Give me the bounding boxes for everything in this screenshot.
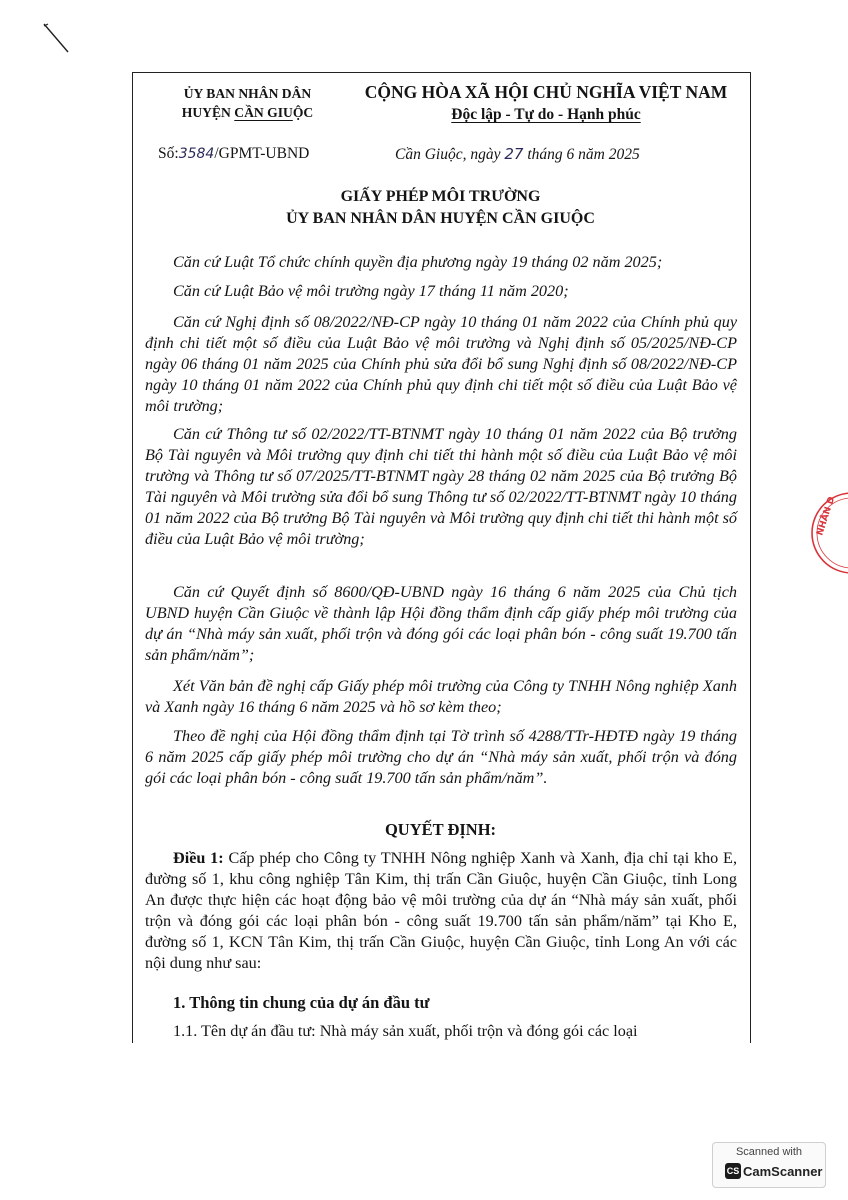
decision-heading: QUYẾT ĐỊNH: — [384, 820, 497, 839]
preamble-basis-1: Căn cứ Luật Tổ chức chính quyền địa phương ngày 19 tháng 02 năm 2025; — [173, 253, 663, 271]
camscanner-badge — [712, 1142, 826, 1188]
issuer-line-2 — [160, 103, 335, 122]
article-1 — [145, 848, 737, 974]
item-1-1: 1.1. Tên dự án đầu tư: Nhà máy sản xuất, phối trộn và đóng gói các loại — [173, 1022, 638, 1040]
national-title: CỘNG HÒA XÃ HỘI CHỦ NGHĨA VIỆT NAM — [364, 82, 728, 102]
document-subtitle: ỦY BAN NHÂN DÂN HUYỆN CẦN GIUỘC — [286, 210, 595, 227]
article-1-text: Cấp phép cho Công ty TNHH Nông nghiệp Xanh và Xanh, địa chỉ tại kho E, đường số 1, khu công nghiệp Tân Kim, thị trấn Cần Giuộc, huyện Cần Giuộc, tỉnh Long An được thực hiện các hoạt động bảo vệ môi trường của dự án “Nhà máy sản xuất, phối trộn và đóng gói các loại phân bón - công suất 19.700 tấn sản phẩm/năm” tại Kho E, đường số 1, KCN Tân Kim, thị trấn Cần Giuộc, huyện Cần Giuộc, tỉnh Long An với các nội dung như sau: — [145, 849, 737, 972]
doc-number-prefix: Số: — [158, 145, 179, 162]
national-header — [340, 80, 752, 126]
issuer-header — [160, 84, 335, 122]
date-prefix: Cần Giuộc, ngày — [395, 146, 505, 163]
date-suffix: tháng 6 năm 2025 — [523, 146, 640, 163]
preamble-basis-2: Căn cứ Luật Bảo vệ môi trường ngày 17 tháng 11 năm 2020; — [173, 282, 569, 300]
section-1-heading: 1. Thông tin chung của dự án đầu tư — [173, 993, 430, 1012]
place-date — [395, 145, 640, 164]
national-motto-text: Độc lập - Tự do - Hạnh phúc — [451, 106, 641, 123]
preamble-basis-5: Căn cứ Quyết định số 8600/QĐ-UBND ngày 16 tháng 6 năm 2025 của Chủ tịch UBND huyện Cần Giuộc về thành lập Hội đồng thẩm định cấp giấy phép môi trường của dự án “Nhà máy sản xuất, phối trộn và đóng gói các loại phân bón - công suất 19.700 tấn sản phẩm/năm”; — [145, 583, 737, 664]
issuer-line-2-underlined: CẦN GIU — [234, 105, 293, 120]
article-1-label: Điều 1: — [173, 849, 224, 867]
scan-corner-mark — [42, 22, 70, 54]
doc-number-handwritten: 3584 — [178, 146, 215, 162]
preamble-consideration: Xét Văn bản đề nghị cấp Giấy phép môi trường của Công ty TNHH Nông nghiệp Xanh và Xanh ngày 16 tháng 6 năm 2025 và hồ sơ kèm theo; — [145, 677, 737, 716]
date-handwritten-day: 27 — [504, 145, 524, 163]
svg-text:NHÂN D: NHÂN D — [815, 495, 838, 537]
document-title: GIẤY PHÉP MÔI TRƯỜNG — [340, 188, 541, 205]
issuer-line-1: ỦY BAN NHÂN DÂN — [183, 86, 312, 101]
scanned-with-label: Scanned with — [735, 1146, 803, 1158]
red-seal-stamp — [808, 488, 848, 578]
issuer-line-2-pre: HUYỆN — [181, 105, 235, 120]
national-motto — [340, 104, 752, 126]
preamble-basis-4: Căn cứ Thông tư số 02/2022/TT-BTNMT ngày 10 tháng 01 năm 2022 của Bộ trưởng Bộ Tài nguyên và Môi trường quy định chi tiết thi hành một số điều của Luật Bảo vệ môi trường và Thông tư số 07/2025/TT-BTNMT ngày 28 tháng 02 năm 2025 của Bộ trưởng Bộ Tài nguyên và Môi trường sửa đổi bổ sung Thông tư số 02/2022/TT-BTNMT ngày 10 tháng 01 năm 2022 của Bộ trưởng Bộ Tài nguyên và Môi trường quy định chi tiết thi hành một số điều của Luật Bảo vệ môi trường; — [145, 425, 738, 548]
doc-number-suffix: /GPMT-UBND — [214, 145, 310, 162]
preamble-basis-3: Căn cứ Nghị định số 08/2022/NĐ-CP ngày 10 tháng 01 năm 2022 của Chính phủ quy định chi tiết một số điều của Luật Bảo vệ môi trường và Nghị định số 05/2025/NĐ-CP ngày 06 tháng 01 năm 2025 của Chính phủ sửa đổi bổ sung Nghị định số 08/2022/NĐ-CP ngày 10 tháng 01 năm 2022 của Chính phủ quy định chi tiết một số điều của Luật Bảo vệ môi trường; — [145, 313, 737, 415]
camscanner-logo-icon: CS — [725, 1163, 741, 1179]
camscanner-label: CamScanner — [743, 1164, 823, 1179]
document-number — [158, 145, 309, 163]
issuer-line-2-post: ỘC — [292, 105, 314, 120]
preamble-proposal: Theo đề nghị của Hội đồng thẩm định tại Tờ trình số 4288/TTr-HĐTĐ ngày 19 tháng 6 năm 2025 cấp giấy phép môi trường cho dự án “Nhà máy sản xuất, phối trộn và đóng gói các loại phân bón - công suất 19.700 tấn sản phẩm/năm”. — [145, 727, 737, 787]
